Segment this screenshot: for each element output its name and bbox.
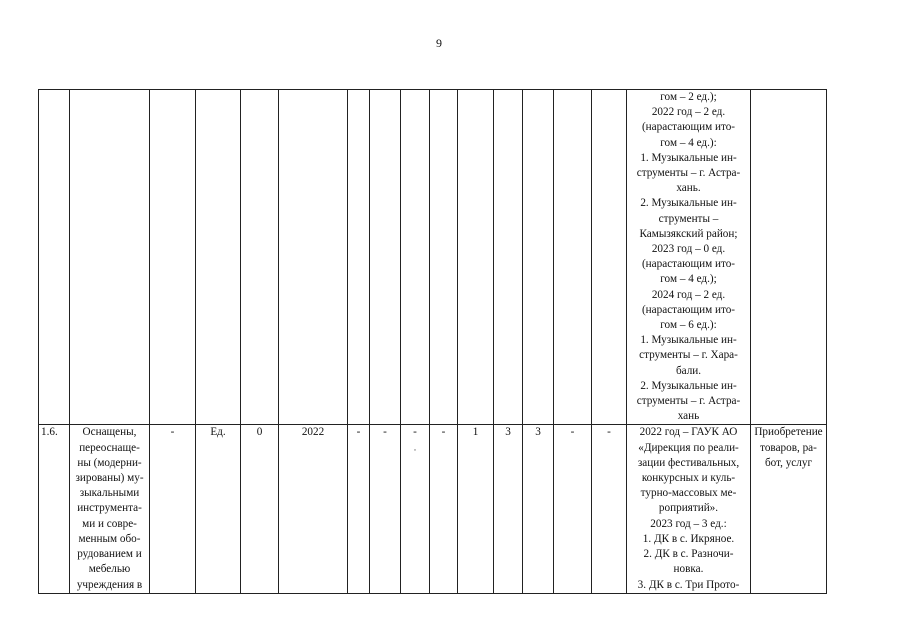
cell-v8: - [554,425,592,593]
description-line: 2. Музыкальные ин- [640,379,737,392]
description-line: гом – 4 ед.); [660,273,717,286]
cell-basic: - [150,425,196,593]
cell-name [70,90,150,425]
description-line: 2022 год – 2 ед. [651,106,726,119]
description-line: струменты – г. Хара- [639,349,738,362]
description-line: бали. [675,364,702,377]
description-line: 2023 год – 0 ед. [651,243,726,256]
cell-unit [196,90,241,425]
description-line: струменты – г. Астра- [636,167,741,180]
description-line: (нарастающим ито- [641,121,736,134]
stray-mark: · [413,444,417,455]
description-line: хань. [676,182,701,195]
name-line: рудованием и [77,548,142,561]
cell-name [70,425,150,593]
cell-v1: - [348,425,370,593]
description-line: струменты – г. Астра- [636,395,741,408]
cell-v1 [348,90,370,425]
description-line: струменты – [658,212,719,225]
cell-v5: 1 [458,425,494,593]
cell-v9 [592,90,627,425]
name-line: учреждения в [76,578,143,591]
value-text: - [413,426,417,439]
description-line: гом – 6 ед.): [660,319,717,332]
description-line: 1. ДК в с. Икряное. [642,532,735,545]
name-line: менным обо- [78,532,141,545]
cell-v6 [494,90,523,425]
cell-v6: 3 [494,425,523,593]
description-line: турно-массовых ме- [640,487,737,500]
result-line: Приобретение [754,426,823,439]
cell-v7: 3 [523,425,554,593]
cell-base-year: 2022 [279,425,348,593]
description-line: 2024 год – 2 ед. [651,288,726,301]
result-line: бот, услуг [764,456,813,469]
cell-unit: Ед. [196,425,241,593]
description-line: новка. [673,563,704,576]
name-line: зированы) му- [75,472,144,485]
page-number: 9 [436,36,442,50]
cell-v4: - [430,425,458,593]
name-line: инструмента- [77,502,142,515]
description-line: Камызякский район; [639,227,738,240]
name-line: переоснаще- [79,441,140,454]
cell-v2: - [370,425,401,593]
name-line: ми и совре- [82,517,137,530]
description-line: 2023 год – 3 ед.: [650,517,727,530]
description-line: (нарастающим ито- [641,258,736,271]
description-line: 1. Музыкальные ин- [640,151,737,164]
description-line: конкурсных и куль- [641,472,736,485]
cell-v3 [401,425,430,593]
table-row-continuation [39,90,827,425]
cell-v8 [554,90,592,425]
cell-result [751,425,827,593]
name-line: зыкальными [79,487,140,500]
cell-base-value: 0 [241,425,279,593]
description-line: гом – 4 ед.): [660,136,717,149]
cell-v9: - [592,425,627,593]
cell-v7 [523,90,554,425]
description-line: гом – 2 ед.); [660,91,717,103]
description-line: 1. Музыкальные ин- [640,334,737,347]
name-line: ны (модерни- [77,456,142,469]
description-line: 2022 год – ГАУК АО [639,426,738,439]
cell-v4 [430,90,458,425]
description-line: «Дирекция по реали- [638,441,739,454]
cell-v5 [458,90,494,425]
cell-description [627,90,751,425]
indicators-table [38,89,827,594]
description-line: 2. Музыкальные ин- [640,197,737,210]
description-line: 2. ДК в с. Разночи- [643,548,734,561]
cell-base-year [279,90,348,425]
name-line: Оснащены, [82,426,137,439]
cell-base-value [241,90,279,425]
name-line: мебелью [88,563,131,576]
cell-description [627,425,751,593]
description-line: зации фестивальных, [637,456,740,469]
cell-number [39,90,70,425]
cell-v3 [401,90,430,425]
description-line: 3. ДК в с. Три Прото- [637,578,740,591]
description-line: роприятий». [658,502,719,515]
cell-result [751,90,827,425]
cell-number: 1.6. [39,425,70,593]
description-line: хань [677,410,700,423]
result-line: товаров, ра- [760,441,817,454]
cell-basic [150,90,196,425]
table-row-1-6 [39,425,827,593]
cell-v2 [370,90,401,425]
description-line: (нарастающим ито- [641,303,736,316]
